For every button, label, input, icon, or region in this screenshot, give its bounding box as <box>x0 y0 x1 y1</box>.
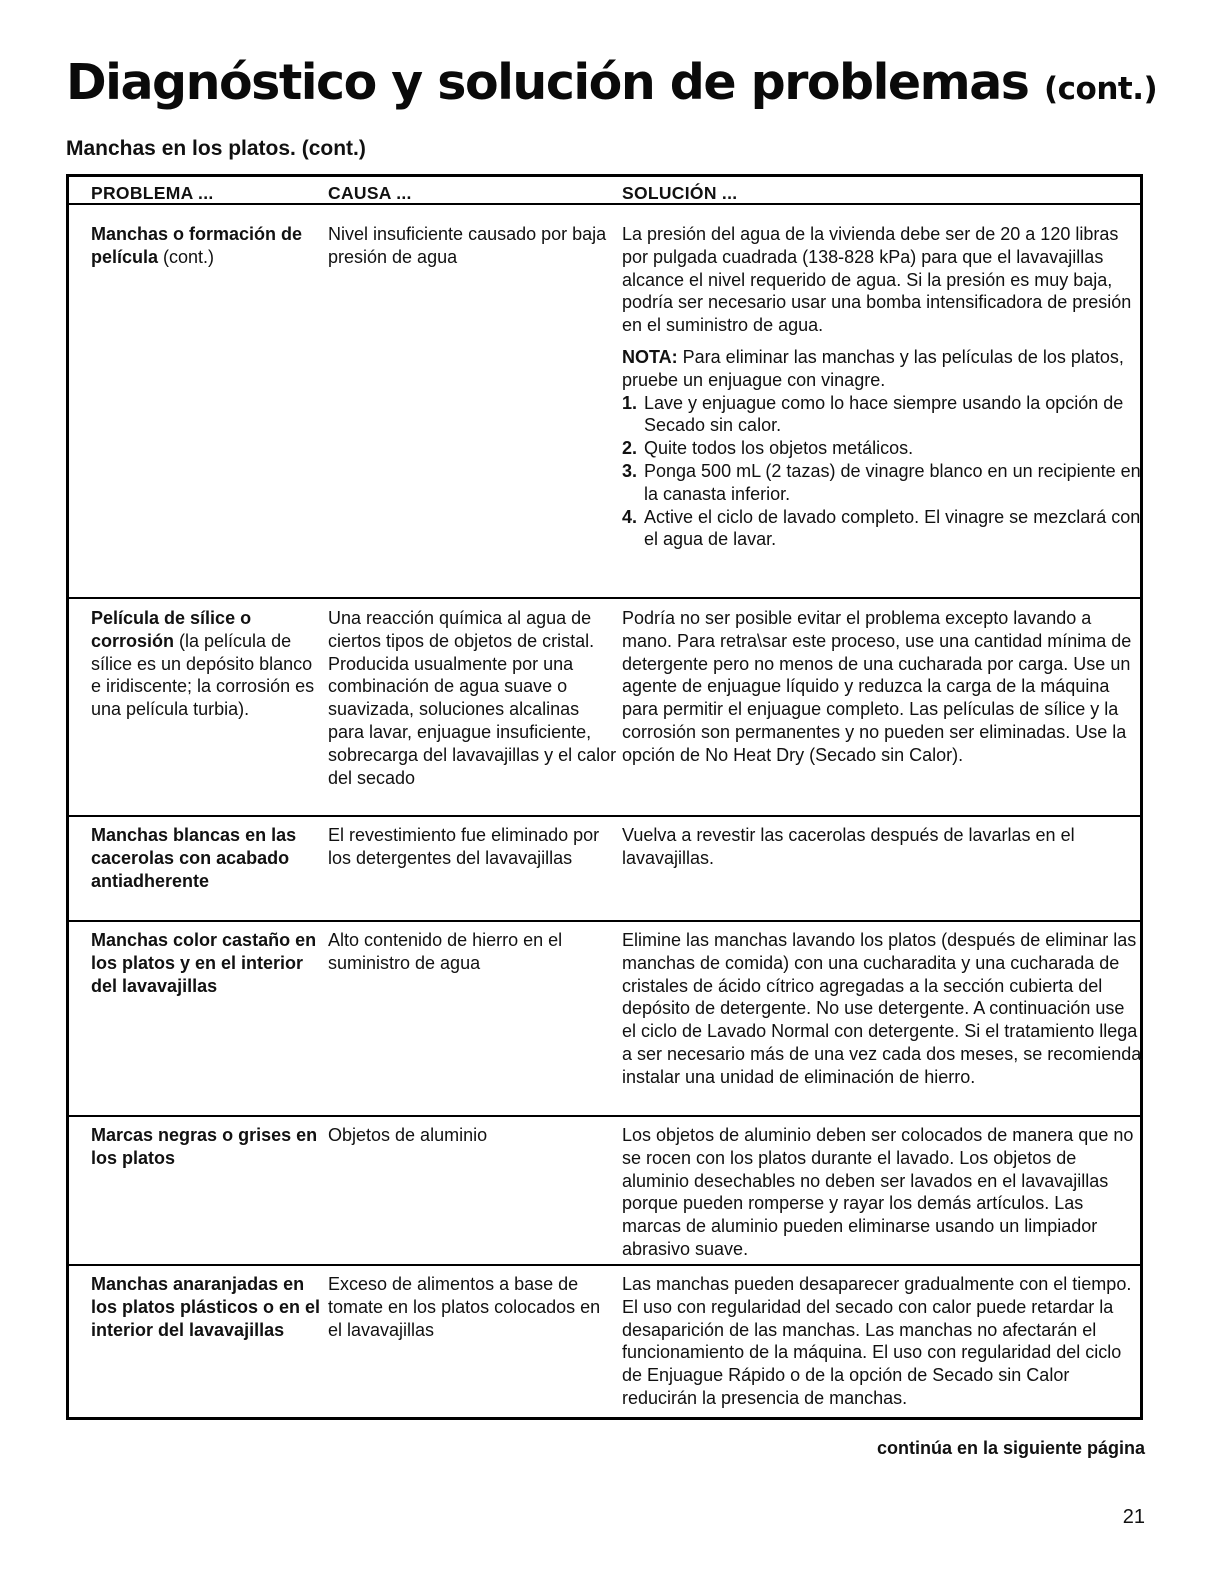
step-item <box>622 437 1142 460</box>
cause-cell: Nivel insuficiente causado por baja presión de agua <box>328 224 607 267</box>
table-row <box>69 1266 1140 1417</box>
problem-title: Manchas color castaño en los platos y en el interior del lavavajillas <box>91 930 317 996</box>
cause-cell: Una reacción química al agua de ciertos tipos de objetos de cristal. Producida usualmente por una combinación de agua suave o suavizada, soluciones alcalinas para lavar, enjuague insuficiente, sobrecarga del lavavajillas y el calor del secado <box>328 608 617 788</box>
problem-cell <box>91 1273 321 1341</box>
step-item <box>622 506 1142 552</box>
section-subtitle: Manchas en los platos. (cont.) <box>66 137 366 160</box>
solution-cell: Los objetos de aluminio deben ser colocados de manera que no se rocen con los platos durante el lavado. Los objetos de aluminio desechables no deben ser lavados en el lavavajillas porque pueden romperse y rayar los demás artículos. Las marcas de aluminio pueden eliminarse usando un limpiador abrasivo suave. <box>622 1125 1134 1259</box>
cause-cell: Exceso de alimentos a base de tomate en los platos colocados en el lavavajillas <box>328 1274 601 1340</box>
step-number: 3. <box>622 460 638 481</box>
solution-cell: Las manchas pueden desaparecer gradualmente con el tiempo. El uso con regularidad del secado con calor puede retardar la desaparición de las manchas. Las manchas no afectarán el funcionamiento de la máquina. El uso con regularidad del ciclo de Enjuague Rápido o de la opción de Secado sin Calor reducirán la presencia de manchas. <box>622 1274 1132 1408</box>
table-row <box>69 1117 1140 1266</box>
step-number: 2. <box>622 438 638 459</box>
note-text: Para eliminar las manchas y las películas de los platos, pruebe un enjuague con vinagre. <box>622 346 1124 390</box>
column-header-problem: PROBLEMA ... <box>91 183 214 203</box>
problem-note: (cont.) <box>158 246 215 267</box>
problem-title: Manchas o formación de película <box>91 224 303 267</box>
table-row <box>69 599 1140 817</box>
continued-notice: continúa en la siguiente página <box>876 1438 1145 1458</box>
cause-cell: Alto contenido de hierro en el suministro de agua <box>328 930 563 973</box>
table-header-row <box>69 177 1140 205</box>
solution-cell <box>622 223 1142 551</box>
solution-cell: Vuelva a revestir las cacerolas después de lavarlas en el lavavajillas. <box>622 825 1075 868</box>
problem-cell <box>91 223 321 269</box>
step-number: 1. <box>622 392 638 413</box>
problem-title: Marcas negras o grises en los platos <box>91 1125 318 1168</box>
column-header-cause: CAUSA ... <box>328 183 412 203</box>
note-paragraph <box>622 346 1142 392</box>
step-item <box>622 392 1142 438</box>
problem-note: (la película de sílice es un depósito blanco e iridiscente; la corrosión es una película turbia). <box>91 630 315 720</box>
page-title <box>66 54 1158 111</box>
page-title-text: Diagnóstico y solución de problemas <box>66 54 1029 111</box>
note-label: NOTA: <box>622 346 678 367</box>
troubleshooting-table <box>66 174 1143 1420</box>
table-row <box>69 205 1140 599</box>
problem-cell <box>91 824 321 892</box>
solution-text: La presión del agua de la vivienda debe ser de 20 a 120 libras por pulgada cuadrada (138-828 kPa) para que el lavavajillas alcance el nivel requerido de agua. Si la presión es muy baja, podría ser necesario usar una bomba intensificadora de presión en el suministro de agua. <box>622 224 1132 336</box>
step-text: Quite todos los objetos metálicos. <box>644 438 914 459</box>
problem-cell <box>91 929 321 997</box>
column-header-solution: SOLUCIÓN ... <box>622 183 738 203</box>
cause-cell: El revestimiento fue eliminado por los detergentes del lavavajillas <box>328 825 600 868</box>
solution-cell: Podría no ser posible evitar el problema excepto lavando a mano. Para retra\sar este proceso, use una cantidad mínima de detergente pero no menos de una cucharada por carga. Use un agente de enjuague líquido y reduzca la carga de la máquina para permitir el enjuague completo. Las películas de sílice y la corrosión son permanentes y no pueden ser eliminadas. Use la opción de No Heat Dry (Secado sin Calor). <box>622 608 1132 765</box>
page-title-suffix: (cont.) <box>1044 71 1158 107</box>
solution-cell: Elimine las manchas lavando los platos (después de eliminar las manchas de comida) con una cucharadita y una cucharada de cristales de ácido cítrico agregadas a la sección cubierta del depósito de detergente. No use detergente. A continuación use el ciclo de Lavado Normal con detergente. Si el tratamiento llega a ser necesario más de una vez cada dos meses, se recomienda instalar una unidad de eliminación de hierro. <box>622 930 1142 1087</box>
step-item <box>622 460 1142 506</box>
cause-cell: Objetos de aluminio <box>328 1125 488 1145</box>
step-number: 4. <box>622 506 638 527</box>
table-row <box>69 922 1140 1117</box>
problem-title: Manchas anaranjadas en los platos plásticos o en el interior del lavavajillas <box>91 1274 321 1340</box>
problem-title: Película de sílice o corrosión <box>91 608 252 651</box>
step-text: Lave y enjuague como lo hace siempre usando la opción de Secado sin calor. <box>644 392 1124 436</box>
problem-title: Manchas blancas en las cacerolas con acabado antiadherente <box>91 825 297 891</box>
step-text: Ponga 500 mL (2 tazas) de vinagre blanco en un recipiente en la canasta inferior. <box>644 460 1141 504</box>
problem-cell <box>91 1124 321 1170</box>
problem-cell <box>91 607 321 721</box>
step-text: Active el ciclo de lavado completo. El vinagre se mezclará con el agua de lavar. <box>644 506 1141 550</box>
page-number: 21 <box>1122 1506 1145 1528</box>
table-row <box>69 817 1140 922</box>
